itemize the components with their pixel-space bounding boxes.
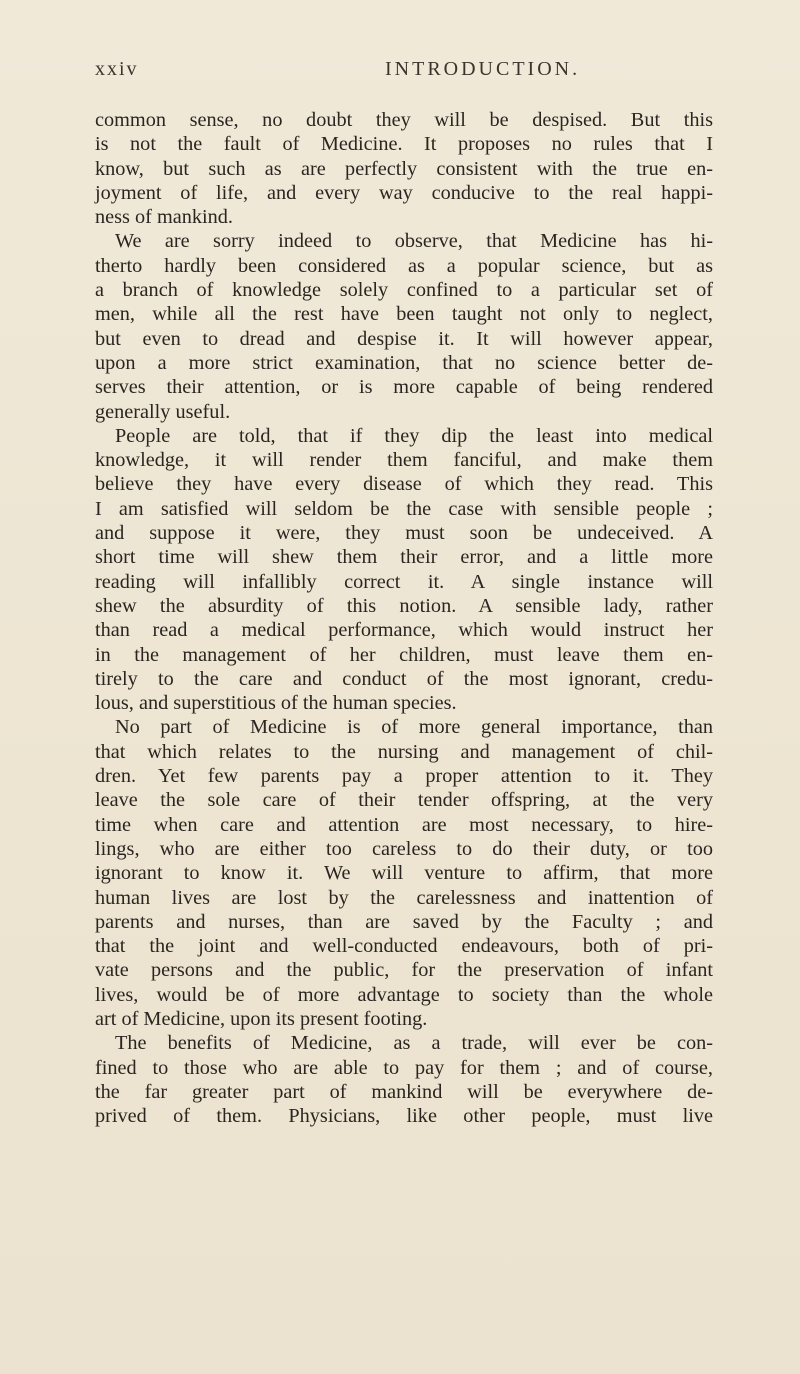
text-line: that the joint and well-conducted endeavours, both of pri- bbox=[95, 935, 713, 958]
text-line: short time will shew them their error, and a little more bbox=[95, 546, 713, 569]
text-line: lous, and superstitious of the human species. bbox=[95, 692, 457, 715]
text-line: and suppose it were, they must soon be undeceived. A bbox=[95, 522, 713, 545]
text-line: prived of them. Physicians, like other people, must live bbox=[95, 1105, 713, 1128]
text-line: common sense, no doubt they will be despised. But this bbox=[95, 109, 713, 131]
running-head bbox=[95, 58, 715, 82]
text-line: The benefits of Medicine, as a trade, will ever be con- bbox=[115, 1032, 713, 1055]
text-line: leave the sole care of their tender offspring, at the very bbox=[95, 789, 713, 812]
text-line: I am satisfied will seldom be the case with sensible people ; bbox=[95, 497, 713, 520]
text-line: human lives are lost by the carelessness and inattention of bbox=[95, 886, 713, 909]
text-line: ness of mankind. bbox=[95, 206, 234, 229]
text-line: generally useful. bbox=[95, 400, 231, 423]
text-line: tirely to the care and conduct of the most ignorant, credu- bbox=[95, 667, 713, 690]
text-line: upon a more strict examination, that no science better de- bbox=[95, 351, 713, 374]
page-number: xxiv bbox=[95, 58, 139, 80]
text-line: is not the fault of Medicine. It proposes no rules that I bbox=[95, 133, 713, 156]
running-title: INTRODUCTION. bbox=[385, 58, 581, 80]
text-line: therto hardly been considered as a popular science, but as bbox=[95, 254, 713, 277]
text-line: art of Medicine, upon its present footing. bbox=[95, 1007, 428, 1030]
text-line: vate persons and the public, for the preservation of infant bbox=[95, 959, 713, 982]
text-line: serves their attention, or is more capable of being rendered bbox=[95, 376, 713, 399]
text-line: lives, would be of more advantage to society than the whole bbox=[95, 983, 713, 1006]
text-line: but even to dread and despise it. It will however appear, bbox=[95, 327, 713, 350]
text-line: than read a medical performance, which would instruct her bbox=[95, 619, 713, 642]
text-line: shew the absurdity of this notion. A sensible lady, rather bbox=[95, 594, 713, 617]
text-line: joyment of life, and every way conducive to the real happi- bbox=[95, 181, 713, 204]
body-text bbox=[95, 108, 713, 1128]
text-line: the far greater part of mankind will be everywhere de- bbox=[95, 1080, 713, 1103]
text-line: knowledge, it will render them fanciful, and make them bbox=[95, 449, 713, 472]
text-line: that which relates to the nursing and management of chil- bbox=[95, 740, 713, 763]
text-line: We are sorry indeed to observe, that Medicine has hi- bbox=[115, 230, 713, 253]
text-line: in the management of her children, must leave them en- bbox=[95, 643, 713, 666]
text-line: know, but such as are perfectly consistent with the true en- bbox=[95, 157, 713, 180]
text-line: fined to those who are able to pay for them ; and of course, bbox=[95, 1056, 713, 1079]
text-line: men, while all the rest have been taught not only to neglect, bbox=[95, 303, 713, 326]
text-line: ignorant to know it. We will venture to affirm, that more bbox=[95, 862, 713, 885]
text-line: dren. Yet few parents pay a proper attention to it. They bbox=[95, 765, 713, 788]
text-line: believe they have every disease of which they read. This bbox=[95, 473, 713, 496]
text-line: People are told, that if they dip the least into medical bbox=[115, 424, 713, 447]
text-line: time when care and attention are most necessary, to hire- bbox=[95, 813, 713, 836]
text-line: a branch of knowledge solely confined to a particular set of bbox=[95, 279, 713, 302]
text-line: lings, who are either too careless to do their duty, or too bbox=[95, 837, 713, 860]
text-line: No part of Medicine is of more general importance, than bbox=[115, 716, 713, 739]
text-line: reading will infallibly correct it. A single instance will bbox=[95, 570, 713, 593]
text-line: parents and nurses, than are saved by the Faculty ; and bbox=[95, 910, 713, 933]
